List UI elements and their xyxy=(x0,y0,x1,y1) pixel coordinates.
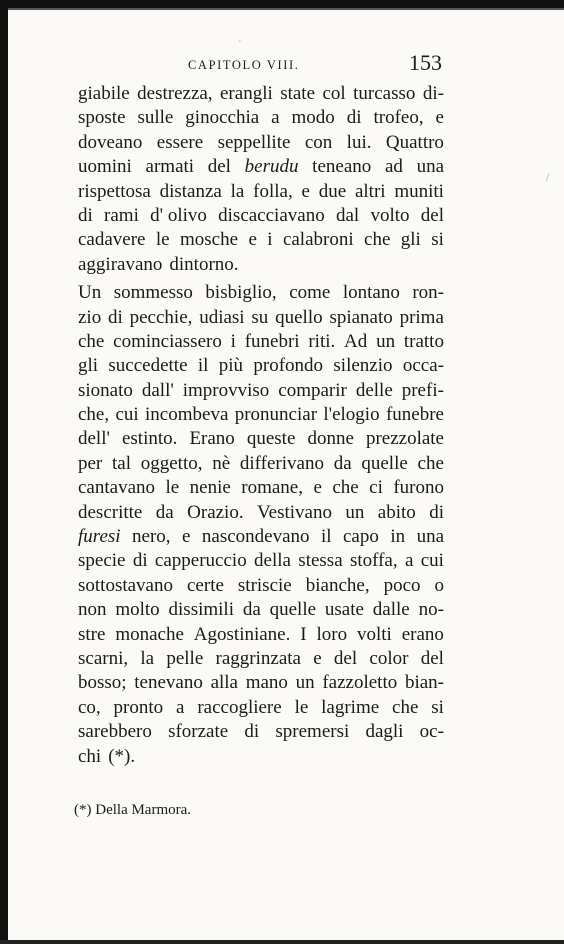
word: una xyxy=(416,156,444,178)
word: descritte xyxy=(78,501,143,523)
word: abito xyxy=(377,501,416,523)
text-line xyxy=(78,647,444,671)
word: del xyxy=(333,647,358,669)
word: da xyxy=(155,501,174,523)
word: udiasi xyxy=(199,306,245,328)
word: gli xyxy=(78,355,99,377)
text-line xyxy=(78,306,444,330)
word: dal xyxy=(335,204,360,226)
word: di xyxy=(244,721,260,743)
word: l'elogio xyxy=(323,404,380,426)
word: ron- xyxy=(412,282,444,304)
word: a xyxy=(404,550,414,572)
word: destrezza, xyxy=(137,83,213,104)
scan-border-top xyxy=(0,0,564,8)
word: dagli xyxy=(365,721,404,743)
word: a xyxy=(176,696,185,718)
word: cui xyxy=(420,550,444,572)
word: che xyxy=(332,477,359,499)
word: nero, xyxy=(132,526,171,548)
word: lontano xyxy=(342,282,400,304)
text-line xyxy=(78,106,444,130)
word: di xyxy=(346,107,362,129)
word: tratto xyxy=(403,330,444,352)
text-line xyxy=(78,131,444,155)
word: un xyxy=(376,330,396,352)
word: lagrime xyxy=(321,696,380,718)
word: le xyxy=(155,229,170,251)
word: che xyxy=(364,229,391,251)
word: pelle xyxy=(166,647,204,669)
text-line xyxy=(78,253,444,277)
text-line xyxy=(78,379,444,403)
word: d' olivo xyxy=(150,204,207,226)
text-line xyxy=(78,82,444,106)
text-line xyxy=(78,155,444,179)
word: capperuccio xyxy=(154,550,247,572)
text-line xyxy=(78,452,444,476)
scan-border-bottom xyxy=(0,940,564,944)
word: si xyxy=(431,229,444,251)
word: del xyxy=(207,156,231,178)
word: armati xyxy=(145,156,195,178)
text-line xyxy=(78,476,444,500)
word: spianato xyxy=(329,306,393,328)
stray-mark: ˊ xyxy=(238,40,242,51)
word: striscie xyxy=(237,574,292,596)
word: romane, xyxy=(241,477,303,499)
word: mano xyxy=(245,672,288,694)
word: bianche, xyxy=(305,574,370,596)
word: gli xyxy=(400,229,421,251)
word: un xyxy=(295,672,315,694)
word: nascondevano xyxy=(201,526,310,548)
word: folla, xyxy=(253,180,293,202)
text-line xyxy=(78,623,444,647)
word: cui xyxy=(115,404,139,426)
word: rispettosa xyxy=(78,180,151,202)
word: da xyxy=(333,452,352,474)
word: berudu xyxy=(244,156,299,178)
word: cadavere xyxy=(78,229,146,251)
text-line xyxy=(78,549,444,573)
word: in xyxy=(390,526,406,548)
word: di xyxy=(78,204,93,226)
word: stessa xyxy=(298,550,343,572)
text-line xyxy=(78,204,444,228)
word: si xyxy=(431,696,444,718)
word: usate xyxy=(324,599,364,621)
word: incombeva xyxy=(145,404,229,426)
word: Vestivano xyxy=(257,501,332,523)
word: il xyxy=(197,355,209,377)
word: sforzate xyxy=(168,721,229,743)
word: sionato xyxy=(78,379,133,401)
word: spremersi xyxy=(275,721,350,743)
word: poco xyxy=(383,574,421,596)
word: differivano xyxy=(239,452,324,474)
word: una xyxy=(416,526,444,548)
word: nenie xyxy=(189,477,231,499)
text-line xyxy=(78,501,444,525)
word: del xyxy=(420,204,444,226)
word: riti. xyxy=(308,330,336,352)
word: certe xyxy=(187,574,224,596)
word: dall' xyxy=(141,379,174,401)
word: delle xyxy=(355,379,393,401)
word: sottostavano xyxy=(78,574,173,596)
word: che xyxy=(78,330,105,352)
text-line xyxy=(78,745,444,769)
text-line xyxy=(78,671,444,695)
text-line xyxy=(78,354,444,378)
scan-border-left xyxy=(0,0,8,944)
word: a xyxy=(271,107,280,129)
word: furono xyxy=(393,477,444,499)
word: capo xyxy=(343,526,379,548)
word: Erano xyxy=(189,428,235,450)
word: zio xyxy=(78,306,102,328)
word: succedette xyxy=(108,355,188,377)
word: e xyxy=(435,107,444,129)
word: di xyxy=(429,501,444,523)
word: distanza xyxy=(159,180,222,202)
word: dell' xyxy=(78,428,110,450)
word: giabile xyxy=(78,83,130,104)
word: su xyxy=(251,306,269,328)
word: teneano xyxy=(312,156,372,178)
word: il xyxy=(320,526,332,548)
word: e xyxy=(301,180,310,202)
word: più xyxy=(218,355,244,377)
word: di- xyxy=(422,83,444,104)
text-line xyxy=(78,574,444,598)
word: mosche xyxy=(180,229,239,251)
word: che, xyxy=(78,404,110,426)
word: due xyxy=(318,180,347,202)
word: muniti xyxy=(394,180,444,202)
scan-border-top-inner xyxy=(8,8,564,10)
word: dalle xyxy=(372,599,410,621)
word: state xyxy=(280,83,316,104)
word: tal xyxy=(112,452,131,474)
word: tenevano xyxy=(134,672,203,694)
word: estinto. xyxy=(121,428,178,450)
word: col xyxy=(322,83,346,104)
footnote: (*) Della Marmora. xyxy=(74,802,192,818)
word: fazzoletto xyxy=(322,672,398,694)
word: occa- xyxy=(402,355,444,377)
text-line xyxy=(78,228,444,252)
word: seppellite xyxy=(217,131,291,153)
word: Un xyxy=(78,282,102,304)
word: cantavano xyxy=(78,477,156,499)
text-line xyxy=(78,696,444,720)
word: I xyxy=(300,623,307,645)
text-line xyxy=(78,598,444,622)
word: no- xyxy=(418,599,444,621)
page-header xyxy=(70,52,442,78)
word: pronunciar xyxy=(234,404,318,426)
running-head: CAPITOLO VIII. xyxy=(188,58,300,72)
word: pecchie, xyxy=(129,306,193,328)
word: volto xyxy=(370,204,410,226)
word: erano xyxy=(401,623,444,645)
text-line xyxy=(78,403,444,427)
word: o xyxy=(434,574,444,596)
word: per xyxy=(78,452,103,474)
word: calabroni xyxy=(282,229,354,251)
word: Orazio. xyxy=(187,501,244,523)
word: sommesso xyxy=(113,282,193,304)
word: donne xyxy=(307,428,354,450)
word: oc- xyxy=(419,721,444,743)
page-number: 153 xyxy=(409,50,442,75)
word: furesi xyxy=(78,526,121,548)
word: discacciavano xyxy=(218,204,325,226)
word: del xyxy=(420,647,444,669)
word: un xyxy=(345,501,365,523)
body-text xyxy=(78,82,444,769)
word: ginocchia xyxy=(185,107,260,129)
text-line xyxy=(78,427,444,451)
word: bisbiglio, xyxy=(205,282,277,304)
word: (*). xyxy=(108,745,136,767)
word: bosso; xyxy=(78,672,127,694)
word: essere xyxy=(156,131,204,153)
word: di xyxy=(108,306,123,328)
word: alla xyxy=(210,672,238,694)
word: prima xyxy=(399,306,444,328)
word: raccogliere xyxy=(197,696,282,718)
word: color xyxy=(369,647,409,669)
word: di xyxy=(132,550,148,572)
word: da xyxy=(242,599,261,621)
word: le xyxy=(294,696,309,718)
word: sposte xyxy=(78,107,126,129)
word: ci xyxy=(369,477,383,499)
word: e xyxy=(248,229,257,251)
word: la xyxy=(230,180,245,202)
word: quelle xyxy=(361,452,408,474)
word: che xyxy=(392,696,419,718)
word: stoffa, xyxy=(349,550,398,572)
word: trofeo, xyxy=(373,107,424,129)
text-line xyxy=(78,281,444,305)
word: modo xyxy=(291,107,335,129)
word: ad xyxy=(384,156,403,178)
word: cominciassero xyxy=(113,330,222,352)
word: raggrinzata xyxy=(215,647,301,669)
word: volti xyxy=(356,623,392,645)
word: nè xyxy=(212,452,231,474)
word: i xyxy=(267,229,273,251)
word: che xyxy=(417,452,444,474)
word: dissimili xyxy=(168,599,234,621)
word: rami xyxy=(104,204,139,226)
word: Ad xyxy=(344,330,368,352)
word: scarni, xyxy=(78,647,129,669)
word: le xyxy=(165,477,180,499)
word: non xyxy=(78,599,107,621)
word: e xyxy=(313,477,322,499)
word: quello xyxy=(275,306,323,328)
word: specie xyxy=(78,550,126,572)
word: oggetto, xyxy=(140,452,203,474)
word: la xyxy=(140,647,155,669)
word: stre xyxy=(78,623,106,645)
word: queste xyxy=(246,428,296,450)
word: lui. xyxy=(346,131,372,153)
word: chi xyxy=(78,745,102,767)
word: come xyxy=(289,282,331,304)
text-line xyxy=(78,330,444,354)
word: profondo xyxy=(253,355,324,377)
word: quelle xyxy=(269,599,317,621)
text-line xyxy=(78,180,444,204)
word: prezzolate xyxy=(365,428,444,450)
word: comparir xyxy=(278,379,347,401)
word: silenzio xyxy=(333,355,393,377)
word: dintorno. xyxy=(169,253,239,275)
word: co, xyxy=(78,696,101,718)
word: improvviso xyxy=(182,379,270,401)
text-line xyxy=(78,720,444,744)
word: i xyxy=(230,330,236,352)
word: funebri xyxy=(244,330,300,352)
word: doveano xyxy=(78,131,143,153)
word: altri xyxy=(354,180,386,202)
word: monache xyxy=(115,623,184,645)
word: e xyxy=(182,526,191,548)
word: aggiravano xyxy=(78,253,163,275)
text-line xyxy=(78,525,444,549)
word: turcasso xyxy=(353,83,416,104)
word: Agostiniane. xyxy=(193,623,291,645)
word: della xyxy=(254,550,291,572)
word: erangli xyxy=(220,83,273,104)
word: bian- xyxy=(404,672,444,694)
stray-mark: / xyxy=(546,170,550,184)
word: uomini xyxy=(78,156,132,178)
word: prefi- xyxy=(401,379,444,401)
word: sarebbero xyxy=(78,721,152,743)
word: loro xyxy=(316,623,348,645)
word: sulle xyxy=(137,107,174,129)
word: molto xyxy=(115,599,160,621)
word: funebre xyxy=(385,404,444,426)
word: pronto xyxy=(113,696,164,718)
word: e xyxy=(313,647,322,669)
word: Quattro xyxy=(385,131,444,153)
word: con xyxy=(304,131,333,153)
